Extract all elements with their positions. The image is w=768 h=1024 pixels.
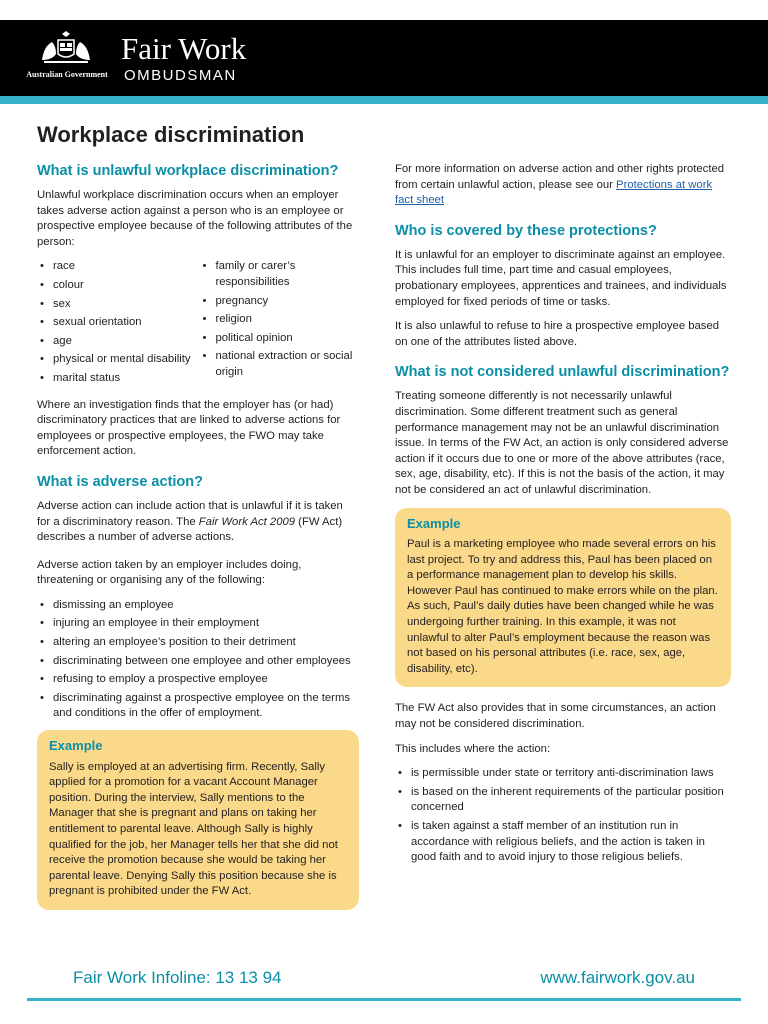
infoline-text: Fair Work Infoline: 13 13 94	[73, 968, 282, 987]
example-heading: Example	[49, 738, 103, 754]
list-item: • sexual orientation	[37, 315, 199, 331]
heading-who-is-covered: Who is covered by these protections?	[395, 222, 657, 239]
list-item: • political opinion	[199, 331, 359, 347]
page-top-margin	[0, 0, 768, 20]
list-item: • discriminating between one employee and other employees	[37, 654, 359, 670]
not-unlawful-paragraph: Treating someone differently is not necessarily unlawful discrimination. Some different treatment such as general performance management may not be an unlawful discrimination issue. In terms of the FW Act, an action is only considered adverse action if it occurs due to one or more of the above attributes (race, sex, age, disability, etc). If this is not the basis of the action, it may not be considered an act of unlawful discrimination.	[395, 390, 729, 496]
brand-title: Fair Work	[121, 31, 247, 66]
investigation-paragraph: Where an investigation finds that the employer has (or had) discriminatory practices that are linked to adverse actions for employees or prospective employees, the FWO may take enforcement action.	[37, 398, 341, 458]
example-heading: Example	[407, 515, 461, 531]
exceptions-list	[395, 766, 731, 866]
list-item: • family or carer’s responsibilities	[199, 259, 359, 290]
list-item: • is permissible under state or territory anti-discrimination laws	[395, 766, 731, 782]
attributes-column-b	[199, 259, 359, 389]
list-item: • injuring an employee in their employment	[37, 616, 359, 632]
text-span: Adverse action can include action that is unlawful if it is taken for a discriminatory reason. The	[37, 499, 343, 528]
heading-adverse-action: What is adverse action?	[37, 473, 203, 490]
footer-rule	[27, 998, 741, 1001]
intro-paragraph: Unlawful workplace discrimination occurs when an employer takes adverse action against a person who is an employee or prospective employee because of the following attributes of the person:	[37, 189, 353, 248]
list-item: • pregnancy	[199, 294, 359, 310]
coat-of-arms-logo	[38, 30, 94, 66]
attributes-list	[37, 259, 359, 397]
more-info-paragraph	[395, 162, 731, 209]
includes-paragraph: This includes where the action:	[395, 742, 551, 755]
list-item: • national extraction or social origin	[199, 349, 359, 380]
website-text: www.fairwork.gov.au	[540, 968, 695, 987]
list-item: • religion	[199, 312, 359, 328]
right-column	[395, 162, 731, 874]
list-item: • refusing to employ a prospective employee	[37, 672, 359, 688]
list-item: • age	[37, 334, 199, 350]
list-item: • sex	[37, 297, 199, 313]
adverse-paragraph-2: Adverse action taken by an employer includes doing, threatening or organising any of the following:	[37, 558, 302, 587]
list-item: • dismissing an employee	[37, 598, 359, 614]
act-name: Fair Work Act 2009	[198, 515, 296, 528]
covered-paragraph-1: It is unlawful for an employer to discriminate against an employee. This includes full time, part time and casual employees, probationary employees, apprentices and trainees, and individuals employed for fixed periods of time or tasks.	[395, 248, 727, 308]
example-box-sally	[37, 730, 359, 910]
heading-unlawful-discrimination: What is unlawful workplace discrimination?	[37, 163, 339, 179]
list-item: • physical or mental disability	[37, 352, 199, 368]
list-item: • is taken against a staff member of an institution run in accordance with religious beliefs, and the action is taken in good faith and to avoid injury to those religious beliefs.	[395, 819, 731, 866]
list-item: • colour	[37, 278, 199, 294]
government-label: Australian Government	[26, 70, 108, 79]
header-accent-bar	[0, 96, 768, 104]
left-column	[37, 163, 359, 910]
list-item: • discriminating against a prospective employee on the terms and conditions in the offer of employment.	[37, 691, 359, 722]
adverse-action-list	[37, 598, 359, 722]
list-item: • is based on the inherent requirements of the particular position concerned	[395, 785, 731, 816]
list-item: • marital status	[37, 371, 199, 387]
protections-fact-sheet-link[interactable]: Protections at work fact sheet	[395, 178, 713, 207]
header-bar	[0, 20, 768, 96]
list-item: • altering an employee’s position to their detriment	[37, 635, 359, 651]
example-text: Sally is employed at an advertising firm. Recently, Sally applied for a promotion for a vacant Account Manager position. During the interview, Sally mentions to the Manager that she is pregnant and plans on taking her entitlement to parental leave. Although Sally is highly qualified for the job, her Manager tells her that she did not receive the promotion because she would be taking her parental leave. Denying Sally this position because she is pregnant is prohibited under the FW Act.	[49, 760, 338, 898]
adverse-paragraph-1	[37, 499, 359, 546]
page-title: Workplace discrimination	[37, 122, 305, 147]
text-span: For more information on adverse action and other rights protected from certain unlawful action, please see our	[395, 163, 725, 191]
attributes-column-a	[37, 259, 199, 389]
text-span: (FW Act) describes a number of adverse actions.	[37, 515, 343, 544]
covered-paragraph-2: It is also unlawful to refuse to hire a prospective employee based on one of the attributes listed above.	[395, 320, 720, 348]
heading-not-unlawful: What is not considered unlawful discrimination?	[395, 364, 730, 381]
fw-act-paragraph: The FW Act also provides that in some circumstances, an action may not be considered discrimination.	[395, 702, 716, 731]
example-text: Paul is a marketing employee who made several errors on his last project. To try and address this, Paul has been placed on a performance management plan to develop his skills. However Paul has continued to make errors while on the plan. As such, Paul’s daily duties have been changed while he was undergoing further training. In this example, it was not unlawful to alter Paul’s employment because the reason was not based on his personal attributes (i.e. race, sex, age, disability, etc).	[407, 538, 718, 675]
list-item: • race	[37, 259, 199, 275]
example-box-paul	[395, 508, 731, 688]
brand-subtitle: OMBUDSMAN	[124, 67, 237, 84]
